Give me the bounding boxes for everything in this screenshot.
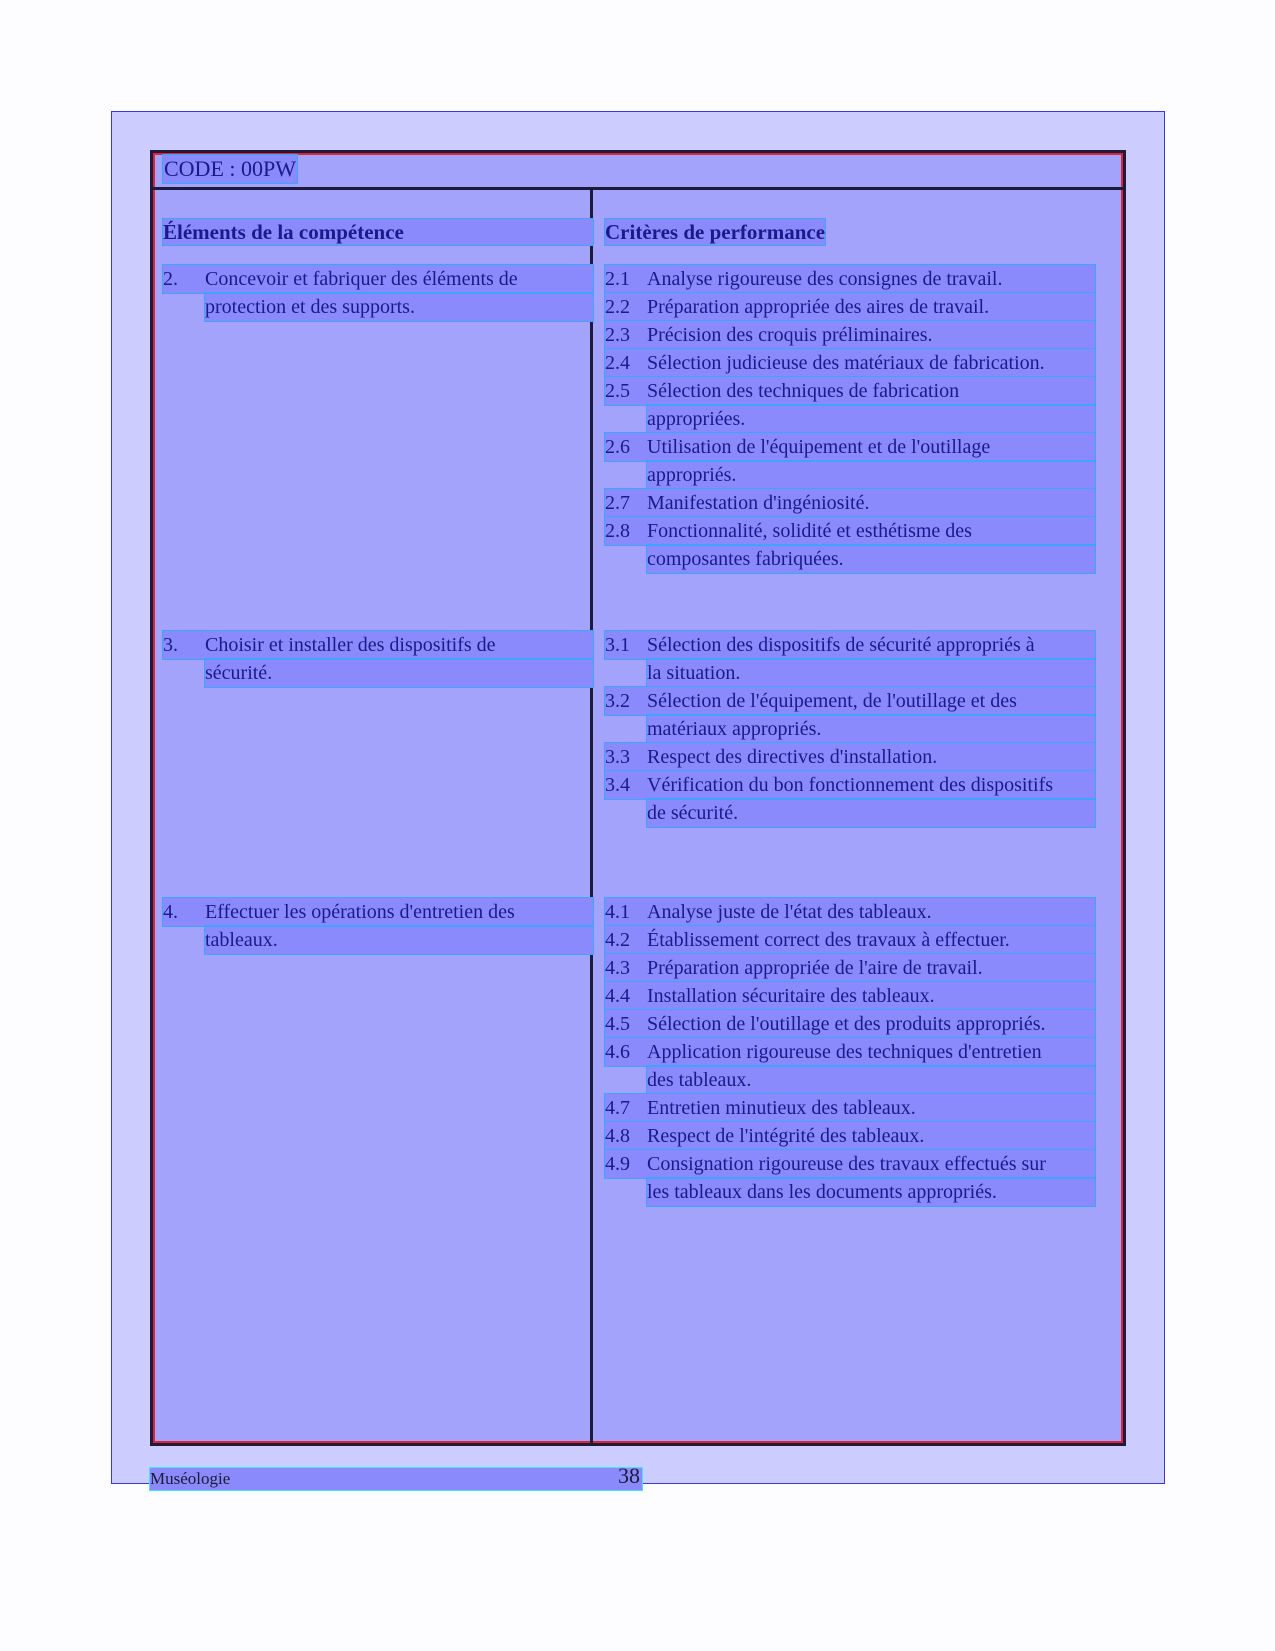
criterion: 3.4 Vérification du bon fonctionnement des dispositifs de sécurité. xyxy=(605,771,1095,827)
criterion: 4.9 Consignation rigoureuse des travaux effectués sur les tableaux dans les documents appropriés. xyxy=(605,1150,1095,1206)
elements-column-header: Éléments de la compétence xyxy=(163,219,593,245)
criterion: 2.3 Précision des croquis préliminaires. xyxy=(605,321,1095,349)
criterion: 4.3 Préparation appropriée de l'aire de travail. xyxy=(605,954,1095,982)
criterion: 2.2 Préparation appropriée des aires de travail. xyxy=(605,293,1095,321)
criterion: 4.4 Installation sécuritaire des tableaux. xyxy=(605,982,1095,1010)
criterion: 2.5 Sélection des techniques de fabrication appropriées. xyxy=(605,377,1095,433)
competency-element xyxy=(163,898,593,954)
criterion: 4.8 Respect de l'intégrité des tableaux. xyxy=(605,1122,1095,1150)
element-number: 4. xyxy=(163,901,178,923)
competency-element xyxy=(163,265,593,321)
criteria-list xyxy=(605,898,1095,1206)
criterion: 3.1 Sélection des dispositifs de sécurité appropriés à la situation. xyxy=(605,631,1095,687)
element-line: sécurité. xyxy=(205,659,593,687)
criterion: 4.7 Entretien minutieux des tableaux. xyxy=(605,1094,1095,1122)
header-rule xyxy=(153,187,1123,190)
criterion: 2.8 Fonctionnalité, solidité et esthétisme des composantes fabriquées. xyxy=(605,517,1095,573)
criteria-column-header: Critères de performance xyxy=(605,220,826,244)
element-line: 4. Effectuer les opérations d'entretien des xyxy=(163,898,593,926)
element-line: tableaux. xyxy=(205,926,593,954)
criterion: 4.1 Analyse juste de l'état des tableaux. xyxy=(605,898,1095,926)
element-line: 3. Choisir et installer des dispositifs de xyxy=(163,631,593,659)
page-footer xyxy=(150,1463,642,1490)
footer-title: Muséologie xyxy=(150,1469,231,1488)
criterion: 3.3 Respect des directives d'installation. xyxy=(605,743,1095,771)
criterion: 4.6 Application rigoureuse des techniques d'entretien des tableaux. xyxy=(605,1038,1095,1094)
competency-table xyxy=(150,150,1126,1446)
criterion: 2.1 Analyse rigoureuse des consignes de travail. xyxy=(605,265,1095,293)
criterion: 4.5 Sélection de l'outillage et des produits appropriés. xyxy=(605,1010,1095,1038)
criterion: 3.2 Sélection de l'équipement, de l'outillage et des matériaux appropriés. xyxy=(605,687,1095,743)
page-number: 38 xyxy=(618,1463,640,1488)
element-line: protection et des supports. xyxy=(205,293,593,321)
competency-code: CODE : 00PW xyxy=(164,156,296,181)
criterion: 4.2 Établissement correct des travaux à effectuer. xyxy=(605,926,1095,954)
criterion: 2.7 Manifestation d'ingéniosité. xyxy=(605,489,1095,517)
criteria-list xyxy=(605,265,1095,573)
element-number: 2. xyxy=(163,268,178,290)
criterion: 2.6 Utilisation de l'équipement et de l'outillage appropriés. xyxy=(605,433,1095,489)
column-divider xyxy=(590,189,593,1443)
criteria-list xyxy=(605,631,1095,827)
element-number: 3. xyxy=(163,634,178,656)
competency-element xyxy=(163,631,593,687)
element-line: 2. Concevoir et fabriquer des éléments de xyxy=(163,265,593,293)
criterion: 2.4 Sélection judicieuse des matériaux de fabrication. xyxy=(605,349,1095,377)
